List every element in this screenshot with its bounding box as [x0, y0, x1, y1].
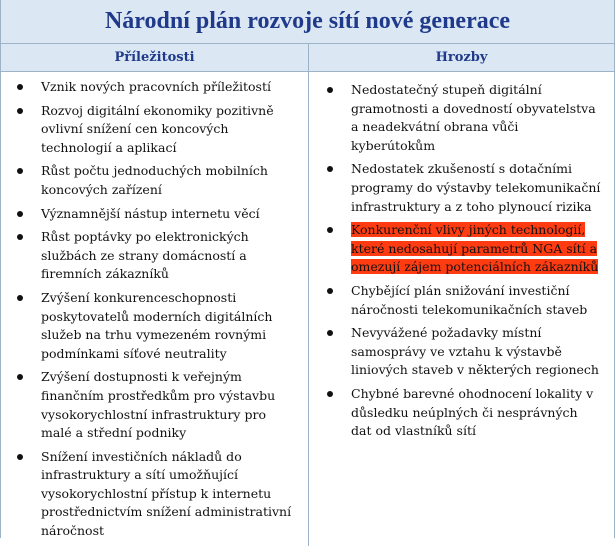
list-item-highlighted: [351, 221, 602, 277]
list-item: Významnější nástup internetu věcí: [41, 205, 300, 224]
list-item: Chybné barevné ohodnocení lokality v důsledku neúplných či nesprávných dat od vlastníků sítí: [351, 385, 602, 441]
page-title: Národní plán rozvoje sítí nové generace: [1, 0, 614, 44]
list-item: Vznik nových pracovních příležitostí: [41, 78, 300, 97]
opportunities-header: Příležitosti: [1, 44, 308, 72]
threats-header: Hrozby: [309, 44, 614, 72]
list-item: Nedostatek zkušeností s dotačními programy do výstavby telekomunikační infrastruktury a z toho plynoucí rizika: [351, 160, 602, 216]
opportunities-column: [1, 44, 309, 546]
list-item: Růst počtu jednoduchých mobilních koncových zařízení: [41, 162, 300, 199]
opportunities-list: [1, 72, 308, 541]
list-item: Snížení investičních nákladů do infrastruktury a sítí umožňující vysokorychlostní přístup k internetu prostřednictvím snížení administrativní náročnost: [41, 448, 300, 541]
threats-list: [309, 72, 614, 441]
list-item: Nevyvážené požadavky místní samosprávy ve vztahu k výstavbě liniových staveb v některých regionech: [351, 324, 602, 380]
list-item: Chybějící plán snižování investiční náročnosti telekomunikačních staveb: [351, 282, 602, 319]
threats-column: [309, 44, 614, 546]
list-item: Rozvoj digitální ekonomiky pozitivně ovlivní snížení cen koncových technologií a aplikací: [41, 102, 300, 158]
list-item: Nedostatečný stupeň digitální gramotnosti a dovedností obyvatelstva a neadekvátní obrana vůči kyberútokům: [351, 81, 602, 155]
table-body: [1, 44, 614, 546]
list-item: Zvýšení dostupnosti k veřejným finančním prostředkům pro výstavbu vysokorychlostní infrastruktury pro malé a střední podniky: [41, 368, 300, 442]
list-item: Růst poptávky po elektronických službách ze strany domácností a firemních zákazníků: [41, 228, 300, 284]
list-item: Zvýšení konkurenceschopnosti poskytovatelů moderních digitálních služeb na trhu vymezeném rovnými podmínkami síťové neutrality: [41, 289, 300, 363]
highlighted-text: Konkurenční vlivy jiných technologií, které nedosahují parametrů NGA sítí a omezují zájem potenciálních zákazníků: [351, 222, 599, 275]
